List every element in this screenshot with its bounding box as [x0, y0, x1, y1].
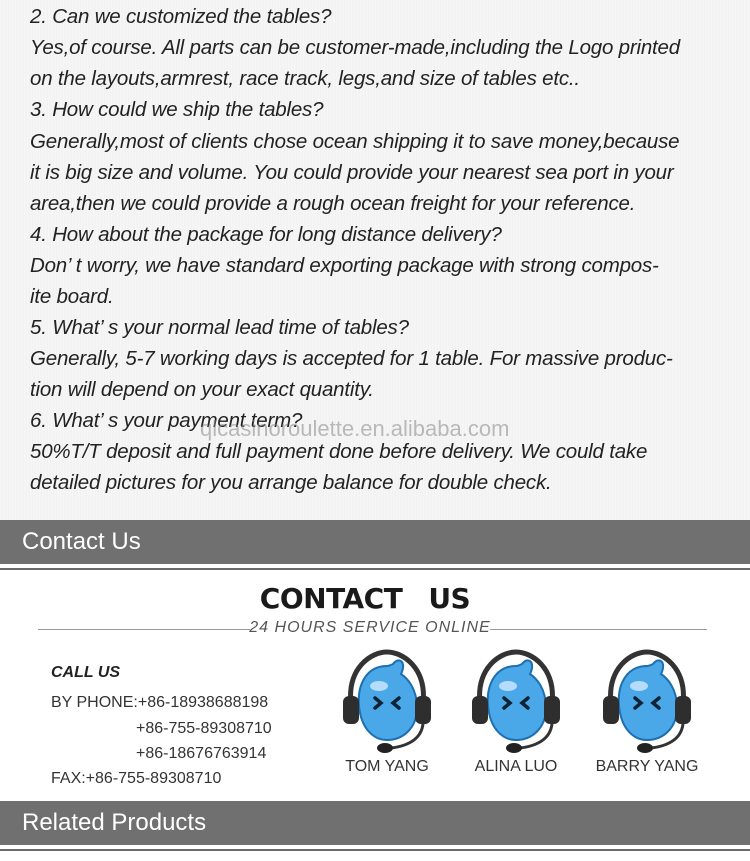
faq-answer: Yes,of course. All parts can be customer-made,including the Logo printed	[30, 36, 680, 59]
faq-question: 3. How could we ship the tables?	[30, 98, 324, 121]
faq-answer: detailed pictures for you arrange balance for double check.	[30, 471, 552, 494]
faq-answer: ite board.	[30, 285, 114, 308]
faq-answer: Generally,most of clients chose ocean shipping it to save money,because	[30, 130, 680, 153]
faq-question: 4. How about the package for long distance delivery?	[30, 223, 502, 246]
agent-name: TOM YANG	[345, 758, 429, 775]
watermark: qlcasinoroulette.en.alibaba.com	[200, 416, 510, 441]
faq-answer: it is big size and volume. You could provide your nearest sea port in your	[30, 161, 674, 184]
agent-card[interactable]	[337, 648, 437, 775]
divider	[38, 629, 250, 630]
related-section-bar	[0, 801, 750, 845]
divider	[490, 629, 707, 630]
call-us-label: CALL US	[51, 664, 121, 681]
faq-answer: Don’ t worry, we have standard exporting package with strong compos-	[30, 254, 659, 277]
contact-section-bar	[0, 520, 750, 564]
agent-name: ALINA LUO	[474, 758, 558, 775]
contact-heading	[0, 582, 730, 615]
fax-line: FAX:+86-755-89308710	[51, 770, 222, 787]
contact-heading-word: US	[428, 582, 471, 615]
service-subtitle: 24 HOURS SERVICE ONLINE	[249, 619, 491, 636]
contact-section-title: Contact Us	[22, 528, 141, 555]
agent-card[interactable]	[466, 648, 566, 775]
divider	[0, 849, 750, 851]
faq-answer: tion will depend on your exact quantity.	[30, 378, 374, 401]
agent-name: BARRY YANG	[595, 758, 699, 775]
faq-answer: area,then we could provide a rough ocean freight for your reference.	[30, 192, 636, 215]
agent-card[interactable]	[595, 648, 699, 775]
faq-answer: on the layouts,armrest, race track, legs,and size of tables etc..	[30, 67, 580, 90]
faq-answer: Generally, 5-7 working days is accepted for 1 table. For massive produc-	[30, 347, 673, 370]
divider	[0, 568, 750, 570]
phone-line: BY PHONE:+86-18938688198	[51, 694, 269, 711]
related-section-title: Related Products	[22, 809, 207, 836]
contact-heading-word: CONTACT	[259, 582, 403, 615]
faq-question: 6. What’ s your payment term?	[30, 409, 303, 432]
phone-number: +86-755-89308710	[136, 720, 272, 737]
support-agent-icon	[597, 648, 697, 756]
faq-question: 5. What’ s your normal lead time of tables?	[30, 316, 409, 339]
support-agent-icon	[466, 648, 566, 756]
support-agent-icon	[337, 648, 437, 756]
faq-question: 2. Can we customized the tables?	[30, 5, 332, 28]
faq-answer: 50%T/T deposit and full payment done before delivery. We could take	[30, 440, 648, 463]
phone-number: +86-18676763914	[136, 745, 267, 762]
